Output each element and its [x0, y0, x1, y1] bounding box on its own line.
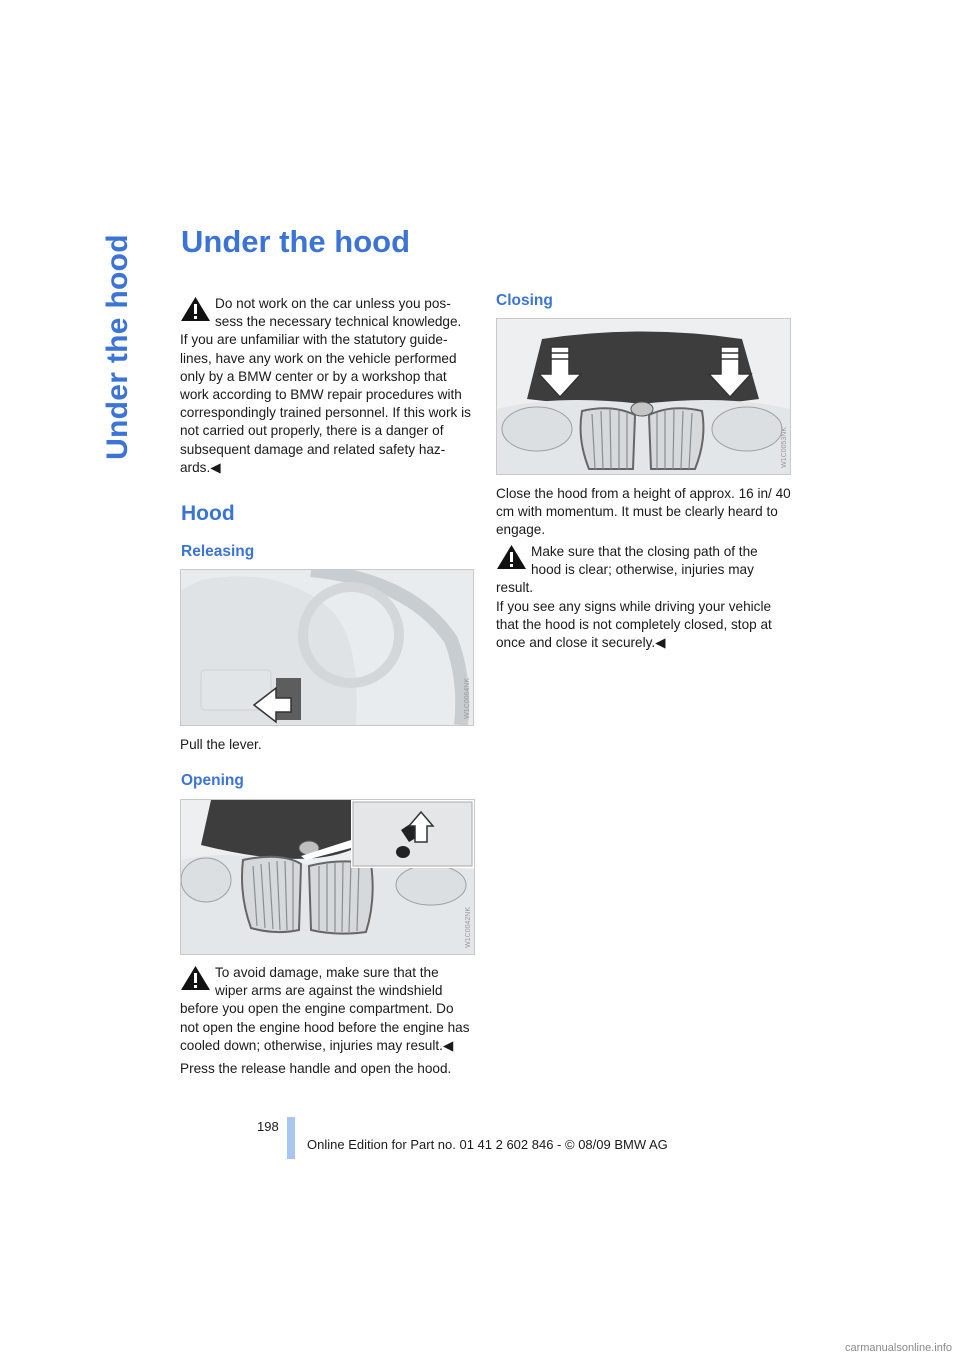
releasing-heading: Releasing	[181, 543, 255, 560]
warning-closing	[496, 543, 791, 652]
releasing-figure	[180, 569, 474, 726]
footer-bar	[287, 1117, 295, 1159]
warning-icon	[180, 296, 211, 322]
warning-intro-line1: Do not work on the car unless you pos-	[215, 296, 451, 311]
warning-intro	[180, 295, 475, 477]
watermark[interactable]: carmanualsonline.info	[844, 1342, 952, 1354]
warning-opening-line1: To avoid damage, make sure that the	[215, 965, 439, 980]
warning-closing-line2: hood is clear; otherwise, injuries may	[531, 562, 754, 578]
releasing-figure-code: W1C0064NK	[464, 678, 471, 719]
warning-closing-line3: result.	[496, 580, 534, 596]
warning-intro-body: If you are unfamiliar with the statutory guide-lines, have any work on the vehicle performed only by a BMW center or by a workshop that work according to BMW repair procedures with correspondingly trained personnel. If this work is not carried out properly, there is a danger of subsequent damage and related safety haz-ards.◀	[180, 332, 471, 475]
warning-closing-line1: Make sure that the closing path of the	[531, 544, 758, 559]
warning-intro-line2: sess the necessary technical knowledge.	[215, 314, 462, 330]
side-tab-label: Under the hood	[101, 234, 135, 460]
side-tab	[88, 232, 148, 462]
opening-text: Press the release handle and open the hood.	[180, 1061, 452, 1076]
hood-heading: Hood	[181, 502, 235, 525]
page-title: Under the hood	[181, 224, 411, 259]
opening-figure	[180, 799, 475, 955]
closing-figure-code: W1C0053NK	[781, 427, 788, 468]
warning-icon	[180, 965, 211, 991]
closing-heading: Closing	[496, 292, 553, 309]
warning-opening-line2: wiper arms are against the windshield	[215, 983, 443, 999]
page-number: 198	[257, 1119, 279, 1134]
edition-note: Online Edition for Part no. 01 41 2 602 846 - © 08/09 BMW AG	[307, 1137, 668, 1152]
warning-icon	[496, 544, 527, 570]
warning-closing-body: If you see any signs while driving your vehicle that the hood is not completely closed, stop at once and close it securely.◀	[496, 598, 772, 651]
releasing-text: Pull the lever.	[180, 737, 262, 752]
opening-heading: Opening	[181, 772, 244, 789]
closing-text: Close the hood from a height of approx. 16 in/ 40 cm with momentum. It must be clearly heard to engage.	[496, 486, 791, 538]
closing-figure	[496, 318, 791, 475]
warning-opening-body: before you open the engine compartment. Do not open the engine hood before the engine has cooled down; otherwise, injuries may result.◀	[180, 1001, 470, 1053]
warning-opening	[180, 964, 475, 1055]
opening-figure-code: W1C0042NK	[465, 907, 472, 948]
